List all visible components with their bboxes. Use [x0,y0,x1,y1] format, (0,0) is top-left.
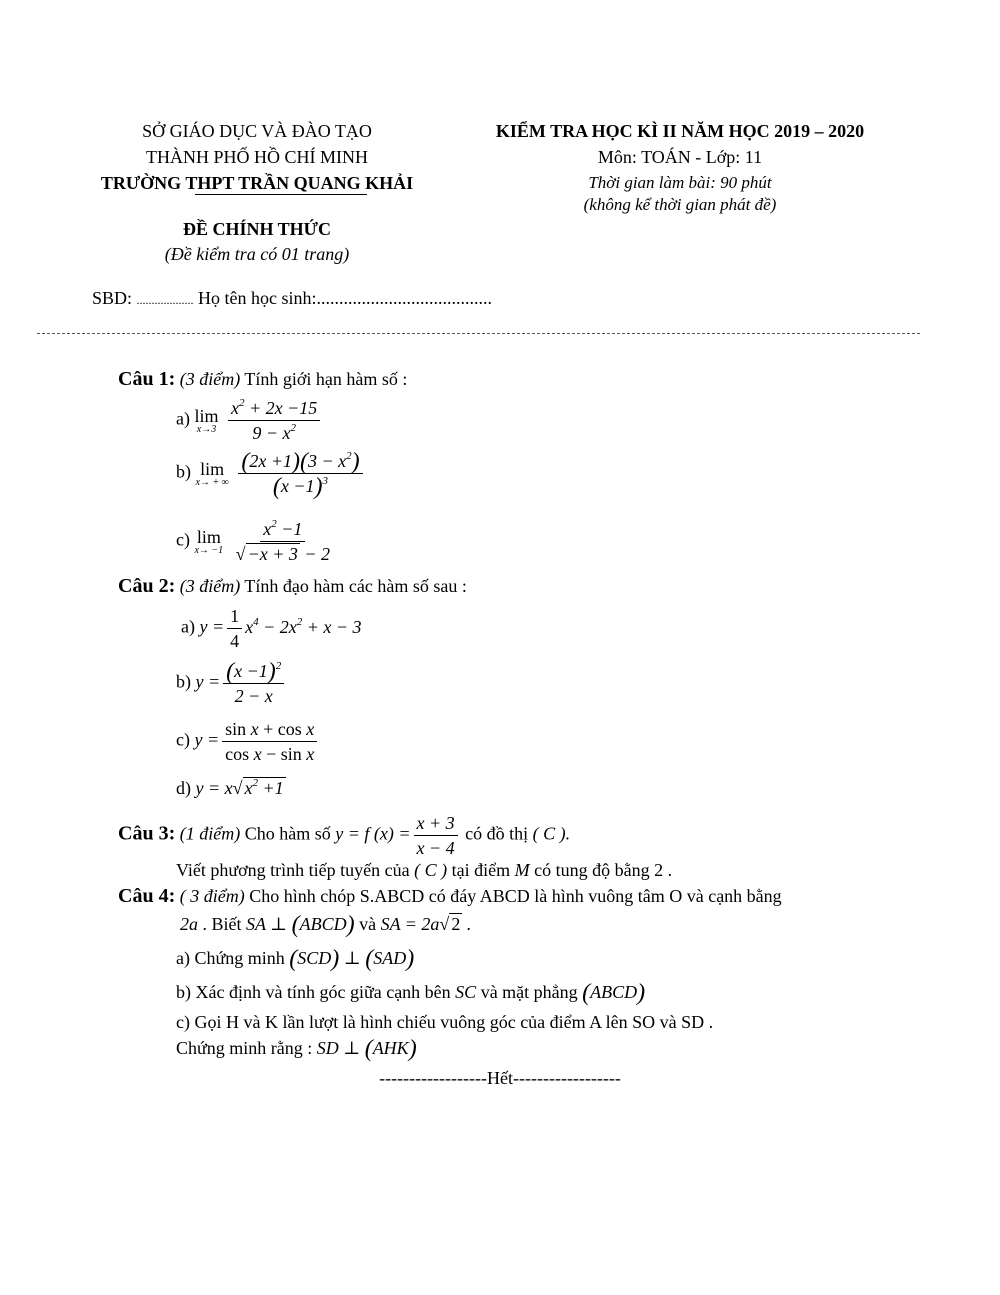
divider [37,333,920,334]
name-label: Họ tên học sinh: [198,288,317,308]
q3-heading: Câu 3: (1 điểm) Cho hàm số y = f (x) = $\frac{x + 3}{x - 4}$ có đồ thị ( C ). [118,813,571,858]
q2b-label: b) [176,671,191,692]
q4c-line2: Chứng minh rằng : SD ⊥ (AHK) [176,1036,417,1062]
q1-text: Tính giới hạn hàm số : [244,369,408,389]
q1b: b) lim x→ + ∞ $\frac{(2x +1)(3 - x^2)}{(x -1)^3}$ [176,450,366,497]
q2-heading [118,575,467,598]
name-blank: ....................................... [316,288,493,308]
q4-2a: 2a [180,914,198,934]
q3-label: Câu 3: [118,822,176,845]
q1b-label: b) [176,461,191,482]
q3-line2-b: tại điểm [451,860,511,880]
q4b: b) Xác định và tính góc giữa cạnh bên SC và mặt phẳng (ABCD) [176,980,646,1006]
q4b-sc: SC [455,982,477,1002]
q1c: c) lim x→ −1 $\frac{x^2 -1}{√ -x + 3 - 2}$ [176,518,331,564]
q4-points: ( 3 điểm) [179,886,245,906]
q4-text1: Cho hình chóp S.ABCD có đáy ABCD là hình vuông tâm O và cạnh bằng [249,886,782,906]
q4-label: Câu 4: [118,885,176,907]
q1a: a) lim x→3 $\frac{x^2 + 2x -15}{9 - x^2}$ [176,397,323,444]
q3-line2 [176,860,672,881]
subject: Môn: TOÁN - Lớp: 11 [597,147,763,167]
q3-line2-end: có tung độ bằng 2 . [534,860,673,880]
q4b-text: b) Xác định và tính góc giữa cạnh bên [176,982,451,1002]
q4c-text2: Chứng minh rằng : [176,1038,313,1058]
q1-heading [118,368,407,391]
q2d: d) y = x√ $x^2 +1$ [176,777,284,798]
q3-points: (1 điểm) [179,823,241,844]
q4c-text: c) Gọi H và K lần lượt là hình chiếu vuông góc của điểm A lên SO và SD . [176,1012,714,1032]
q2d-label: d) [176,778,191,798]
q1c-label: c) [176,529,190,550]
q4a: a) Chứng minh (SCD) ⊥ (SAD) [176,946,415,972]
student-info [92,288,492,309]
q3-line2-c: ( C ) [414,860,448,880]
official-label: ĐỀ CHÍNH THỨC [182,219,332,239]
q2c-label: c) [176,729,190,750]
q3-graph: ( C ). [532,823,571,844]
q4-va: và [359,914,377,934]
duration: Thời gian làm bài: 90 phút [588,173,772,192]
q4-heading [118,885,782,908]
q4b-text2: và mặt phẳng [480,982,578,1002]
q4a-text: a) Chứng minh [176,948,285,968]
school-name: TRƯỜNG THPT TRẦN QUANG KHẢI [100,173,414,193]
q3-text-after: có đồ thị [465,823,529,844]
city-name: THÀNH PHỐ HỒ CHÍ MINH [146,147,368,167]
q3-line2-m: M [514,860,530,880]
q4-biet: . Biết [202,914,242,934]
q1-label: Câu 1: [118,368,176,390]
q4c [176,1012,713,1033]
q2a: a) y = $\frac{1}{4}$ $x^4 - 2x^2 + x - 3$ [181,606,362,651]
q2-points: (3 điểm) [179,576,241,596]
q4-line2: 2a . Biết SA ⊥ (ABCD) và SA = 2a√ 2 . [180,912,472,938]
footer-end: ------------------Hết------------------ [379,1068,621,1088]
q2b: b) y = $\frac{(x -1)^2}{2 - x}$ [176,660,287,707]
dept-name: SỞ GIÁO DỤC VÀ ĐÀO TẠO [142,121,372,141]
q1-points: (3 điểm) [179,369,241,389]
exam-title: KIỂM TRA HỌC KÌ II NĂM HỌC 2019 – 2020 [495,121,865,141]
q2a-label: a) [181,616,195,637]
q3-line2-a: Viết phương trình tiếp tuyến của [176,860,410,880]
q3-text-before: Cho hàm số [244,823,331,844]
sbd-label: SBD: [92,288,133,308]
pages-note: (Đề kiểm tra có 01 trang) [164,244,350,264]
sbd-blank: ................... [136,293,194,307]
q1a-label: a) [176,408,190,429]
q2-label: Câu 2: [118,575,176,597]
school-underline [195,194,367,195]
duration-note: (không kể thời gian phát đề) [583,195,777,214]
q2c: c) y = $\frac{\text{sin x + cos x}}{\text{cos x − sin x}}$ [176,718,320,765]
q2-text: Tính đạo hàm các hàm số sau : [244,576,467,596]
